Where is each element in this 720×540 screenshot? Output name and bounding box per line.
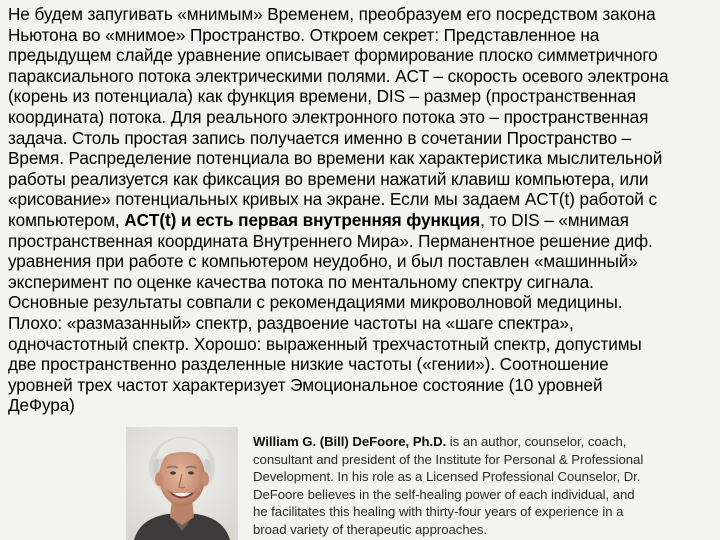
bold-phrase: ACT(t) и есть первая внутренняя функция: [124, 209, 481, 230]
text-line: уравнения при работе с компьютером неудобно, и был поставлен «машинный»: [8, 251, 638, 272]
portrait-photo: [126, 427, 238, 540]
text-line: Ньютона во «мнимое» Пространство. Откроем секрет: Представленное на: [8, 24, 600, 45]
text-line: задача. Столь простая запись получается именно в сочетании Пространство –: [8, 127, 632, 148]
bio-line: DeFoore believes in the self-healing power of each individual, and: [253, 486, 635, 502]
portrait-illustration: [126, 427, 238, 540]
text-line: (корень из потенциала) как функция времени, DIS – размер (пространственная: [8, 86, 636, 107]
bio-line: [253, 433, 718, 451]
text-line: пространственная координата Внутреннего Мира». Перманентное решение диф.: [8, 230, 653, 251]
text-segment: , то DIS – «мнимая: [480, 209, 629, 230]
text-line: «рисование» потенциальных кривых на экране. Если мы задаем ACT(t) работой с: [8, 189, 657, 210]
text-line: координата) потока. Для реального электронного потока это – пространственная: [8, 106, 649, 127]
slide-body-text: [8, 4, 716, 416]
text-line: две пространственно разделенные низкие частоты («гении»). Соотношение: [8, 354, 609, 375]
bio-line: Development. In his role as a Licensed Professional Counselor, Dr.: [253, 469, 641, 485]
bio-line: consultant and president of the Institute for Personal & Professional: [253, 451, 644, 467]
text-line: Время. Распределение потенциала во времени как характеристика мыслительной: [8, 148, 663, 169]
text-line: параксиального потока электрическими полями. ACT – скорость осевого электрона: [8, 65, 669, 86]
text-line: ДеФура): [8, 395, 75, 416]
bio-text: [253, 433, 718, 539]
text-line: работы реализуется как фиксация во времени нажатий клавиш компьютера, или: [8, 168, 649, 189]
text-line: уровней трех частот характеризует Эмоциональное состояние (10 уровней: [8, 374, 603, 395]
text-line: одночастотный спектр. Хорошо: выраженный трехчастотный спектр, допустимы: [8, 333, 642, 354]
text-line: Не будем запугивать «мнимым» Временем, преобразуем его посредством закона: [8, 4, 656, 24]
text-line: предыдущем слайде уравнение описывает формирование плоско симметричного: [8, 45, 658, 66]
text-line: Основные результаты совпали с рекомендациями микроволновой медицины.: [8, 292, 623, 313]
bio-line: broad variety of therapeutic approaches.: [253, 521, 488, 537]
text-line: эксперимент по оценке качества потока по ментальному спектру сигнала.: [8, 271, 594, 292]
bio-name: William G. (Bill) DeFoore, Ph.D.: [253, 434, 447, 449]
bio-line: he facilitates this healing with thirty-four years of experience in a: [253, 504, 624, 520]
text-line: Плохо: «размазанный» спектр, раздвоение частоты на «шаге спектра»,: [8, 312, 574, 333]
text-line-with-bold: [8, 210, 716, 231]
text-segment: компьютером,: [8, 209, 125, 230]
bio-segment: is an author, counselor, coach,: [446, 434, 627, 449]
